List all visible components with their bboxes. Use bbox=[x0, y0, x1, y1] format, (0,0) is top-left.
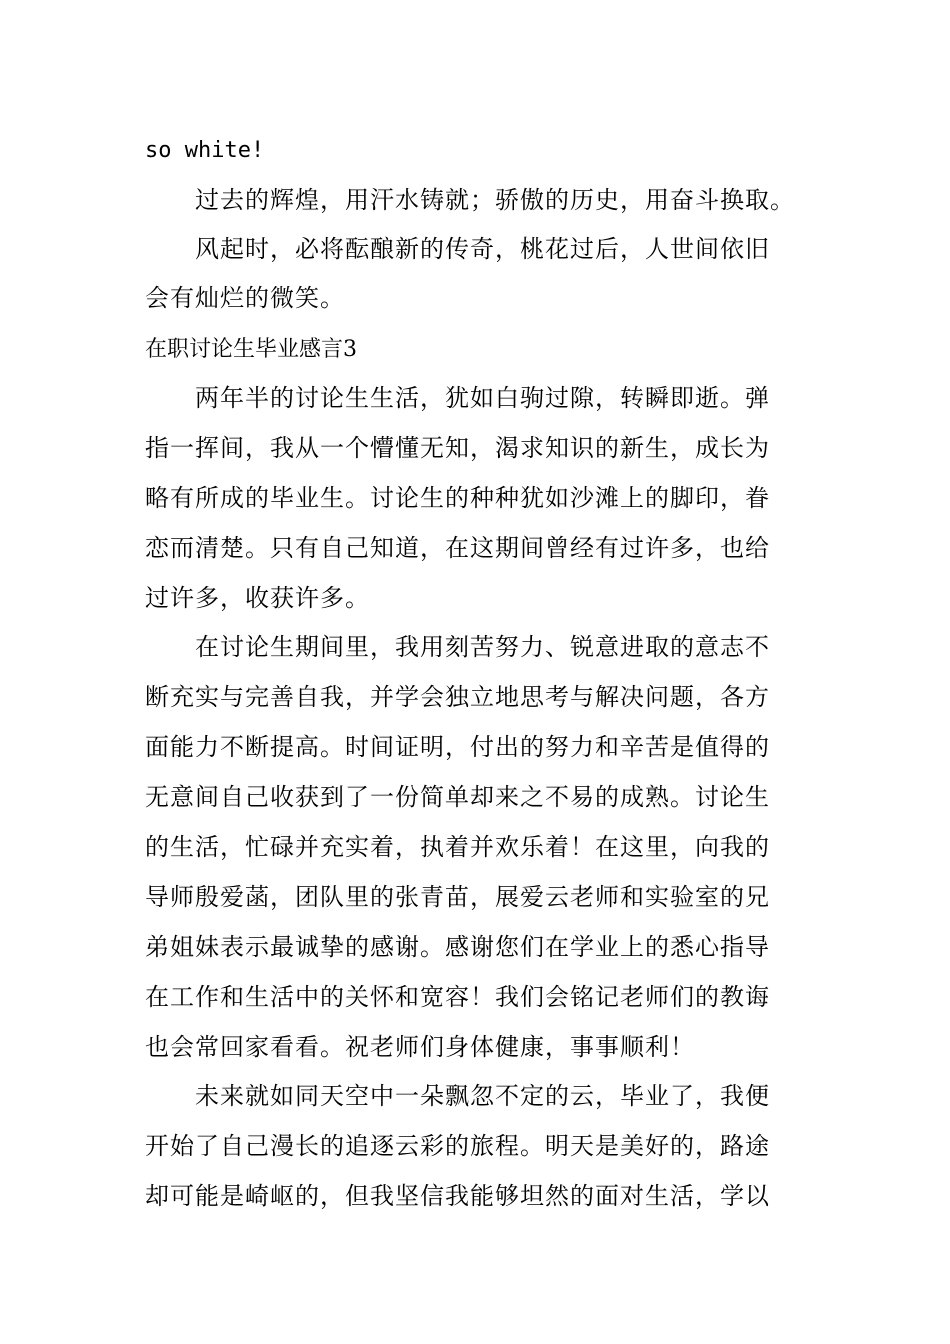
text-line: 恋而清楚。只有自己知道，在这期间曾经有过许多，也给 bbox=[145, 534, 770, 562]
text-line: 在工作和生活中的关怀和宽容！我们会铭记老师们的教诲 bbox=[145, 983, 770, 1011]
text-line: 过去的辉煌，用汗水铸就；骄傲的历史，用奋斗换取。 bbox=[195, 186, 795, 214]
text-line: 弟姐妹表示最诚挚的感谢。感谢您们在学业上的悉心指导 bbox=[145, 933, 770, 961]
text-line: 在讨论生期间里，我用刻苦努力、锐意进取的意志不 bbox=[195, 633, 770, 661]
text-line: 过许多，收获许多。 bbox=[145, 584, 370, 612]
text-line: 未来就如同天空中一朵飘忽不定的云，毕业了，我便 bbox=[195, 1082, 770, 1110]
text-line: 开始了自己漫长的追逐云彩的旅程。明天是美好的，路途 bbox=[145, 1132, 770, 1160]
text-line: so white! bbox=[145, 138, 265, 163]
section-heading: 在职讨论生毕业感言3 bbox=[145, 337, 357, 362]
text-line: 会有灿烂的微笑。 bbox=[145, 284, 345, 312]
text-line: 面能力不断提高。时间证明，付出的努力和辛苦是值得的 bbox=[145, 733, 770, 761]
text-line: 也会常回家看看。祝老师们身体健康，事事顺利！ bbox=[145, 1033, 695, 1061]
text-line: 两年半的讨论生生活，犹如白驹过隙，转瞬即逝。弹 bbox=[195, 384, 770, 412]
text-line: 断充实与完善自我，并学会独立地思考与解决问题，各方 bbox=[145, 683, 770, 711]
text-line: 风起时，必将酝酿新的传奇，桃花过后，人世间依旧 bbox=[195, 235, 770, 263]
text-line: 导师殷爱菡，团队里的张青苗，展爱云老师和实验室的兄 bbox=[145, 883, 770, 911]
text-line: 指一挥间，我从一个懵懂无知，渴求知识的新生，成长为 bbox=[145, 434, 770, 462]
text-line: 无意间自己收获到了一份简单却来之不易的成熟。讨论生 bbox=[145, 783, 770, 811]
text-line: 的生活，忙碌并充实着，执着并欢乐着！在这里，向我的 bbox=[145, 833, 770, 861]
text-line: 略有所成的毕业生。讨论生的种种犹如沙滩上的脚印，眷 bbox=[145, 484, 770, 512]
text-line: 却可能是崎岖的，但我坚信我能够坦然的面对生活，学以 bbox=[145, 1182, 770, 1210]
